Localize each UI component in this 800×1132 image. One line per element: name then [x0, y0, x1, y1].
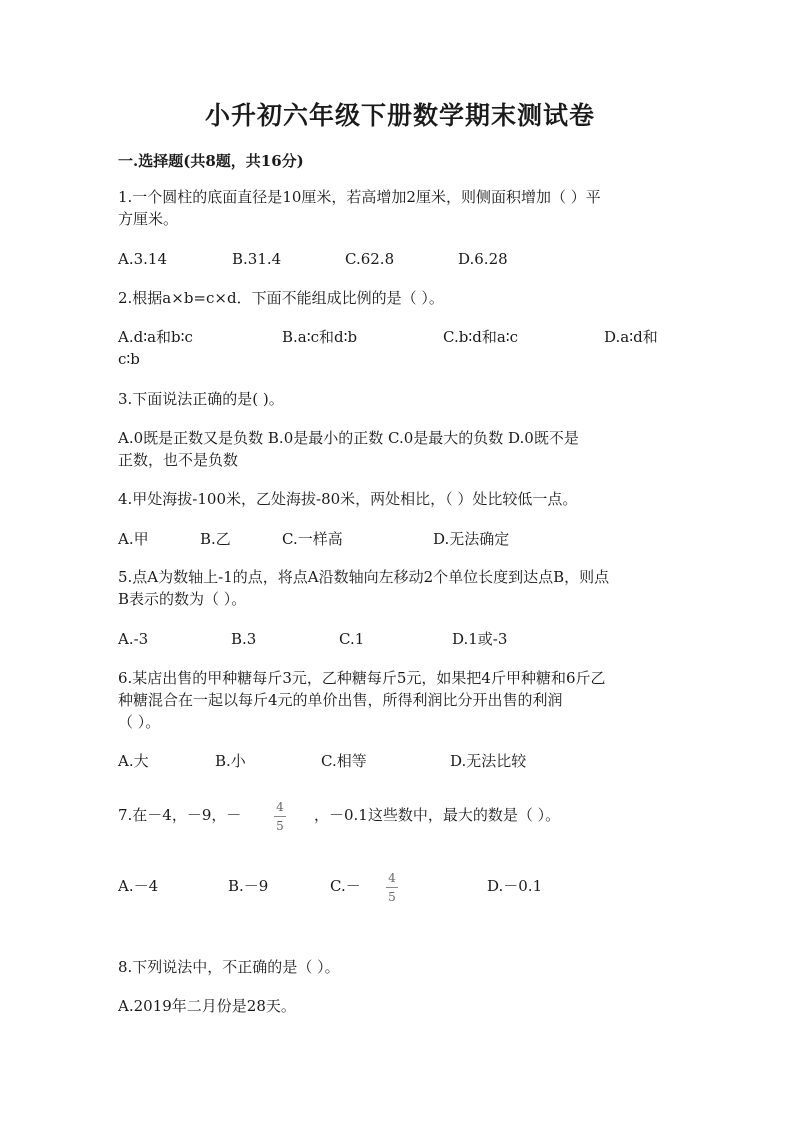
question-1-option-b: B.31.4 [232, 250, 282, 268]
question-2-text: 2.根据a×b=c×d．下面不能组成比例的是（ ）。 [118, 289, 444, 307]
question-1-option-a: A.3.14 [118, 250, 167, 268]
question-6-text: 6.某店出售的甲种糖每斤3元，乙种糖每斤5元，如果把4斤甲种糖和6斤乙 [118, 669, 606, 687]
question-8-option-a: A.2019年二月份是28天。 [118, 997, 296, 1015]
question-5-text-cont: B表示的数为（ ）。 [118, 590, 247, 608]
question-1-option-d: D.6.28 [458, 250, 508, 268]
question-1-text-cont: 方厘米。 [118, 210, 179, 228]
question-7-text-suffix: ，－0.1这些数中，最大的数是（ ）。 [314, 806, 561, 824]
question-6-option-c: C.相等 [321, 752, 367, 770]
question-7-option-c: C.－ [330, 877, 361, 895]
fraction-bar [386, 887, 398, 888]
question-1-text: 1.一个圆柱的底面直径是10厘米，若高增加2厘米，则侧面积增加（ ）平 [118, 188, 601, 206]
question-5-option-a: A.-3 [118, 630, 149, 648]
question-3-options-cont: 正数，也不是负数 [118, 451, 239, 469]
question-7-text-prefix: 7.在－4，－9，－ [118, 806, 242, 824]
fraction-denominator: 5 [276, 819, 284, 833]
question-4-option-a: A.甲 [118, 530, 149, 548]
question-5-option-c: C.1 [339, 630, 365, 648]
fraction-denominator: 5 [388, 890, 396, 904]
question-7-option-a: A.－4 [118, 877, 159, 895]
question-2-option-d-cont: c∶b [118, 350, 140, 368]
question-8-text: 8.下列说法中，不正确的是（ ）。 [118, 958, 340, 976]
question-2-option-a: A.d∶a和b∶c [118, 328, 193, 346]
question-2-option-b: B.a∶c和d∶b [282, 328, 358, 346]
question-2-option-d: D.a∶d和 [604, 328, 658, 346]
fraction-numerator: 4 [276, 800, 284, 814]
question-3-text: 3.下面说法正确的是( )。 [118, 390, 284, 408]
question-3-options: A.0既是正数又是负数 B.0是最小的正数 C.0是最大的负数 D.0既不是 [118, 429, 579, 447]
question-7-fraction [274, 800, 286, 833]
question-4-option-d: D.无法确定 [433, 530, 510, 548]
question-6-option-d: D.无法比较 [450, 752, 527, 770]
question-6-text-cont-2: （ ）。 [118, 713, 161, 731]
page-title: 小升初六年级下册数学期末测试卷 [204, 101, 595, 130]
question-6-option-b: B.小 [215, 752, 246, 770]
question-6-option-a: A.大 [118, 752, 149, 770]
question-1-option-c: C.62.8 [345, 250, 395, 268]
question-2-option-c: C.b∶d和a∶c [443, 328, 519, 346]
question-5-option-d: D.1或-3 [452, 630, 508, 648]
question-5-option-b: B.3 [231, 630, 257, 648]
question-4-text: 4.甲处海拔-100米，乙处海拔-80米，两处相比，（ ）处比较低一点。 [118, 490, 578, 508]
question-6-text-cont: 种糖混合在一起以每斤4元的单价出售，所得利润比分开出售的利润 [118, 691, 563, 709]
section-heading: 一.选择题(共8题，共16分) [118, 152, 304, 170]
question-7-option-d: D.－0.1 [487, 877, 543, 895]
fraction-numerator: 4 [388, 871, 396, 885]
fraction-bar [274, 816, 286, 817]
question-5-text: 5.点A为数轴上-1的点，将点A沿数轴向左移动2个单位长度到达点B，则点 [118, 568, 610, 586]
question-7-option-c-fraction [386, 871, 398, 904]
question-4-option-c: C.一样高 [282, 530, 343, 548]
question-7-option-b: B.－9 [228, 877, 269, 895]
question-4-option-b: B.乙 [200, 530, 231, 548]
